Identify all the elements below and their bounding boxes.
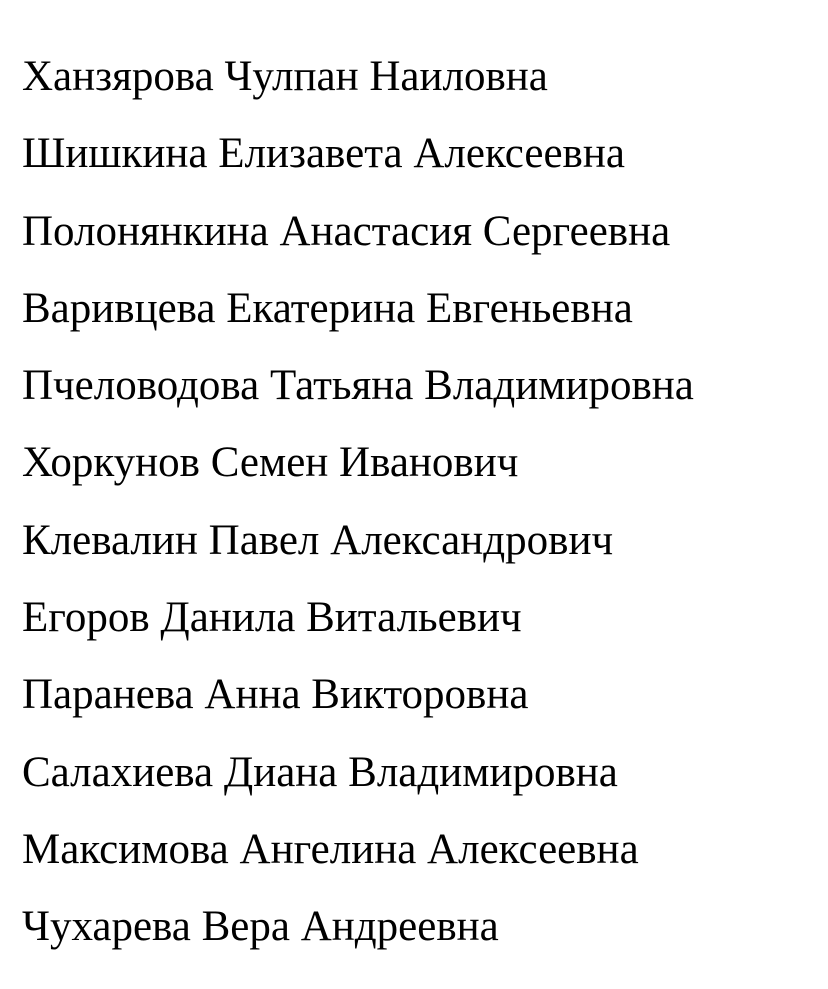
name-item: Хоркунов Семен Иванович <box>22 439 519 487</box>
name-item: Шишкина Елизавета Алексеевна <box>22 130 625 178</box>
name-item: Ханзярова Чулпан Наиловна <box>22 53 548 100</box>
name-item: Варивцева Екатерина Евгеньевна <box>22 284 633 332</box>
name-item: Чухарева Вера Андреевна <box>22 903 499 951</box>
name-item: Салахиева Диана Владимировна <box>22 748 618 796</box>
name-item: Клевалин Павел Александрович <box>22 516 614 564</box>
name-item: Паранева Анна Викторовна <box>22 671 529 719</box>
name-item: Пчеловодова Татьяна Владимировна <box>22 362 694 410</box>
name-list <box>22 38 812 966</box>
name-item: Полонянкина Анастасия Сергеевна <box>22 207 671 255</box>
name-item: Егоров Данила Витальевич <box>22 594 522 642</box>
name-item: Максимова Ангелина Алексеевна <box>22 825 639 873</box>
